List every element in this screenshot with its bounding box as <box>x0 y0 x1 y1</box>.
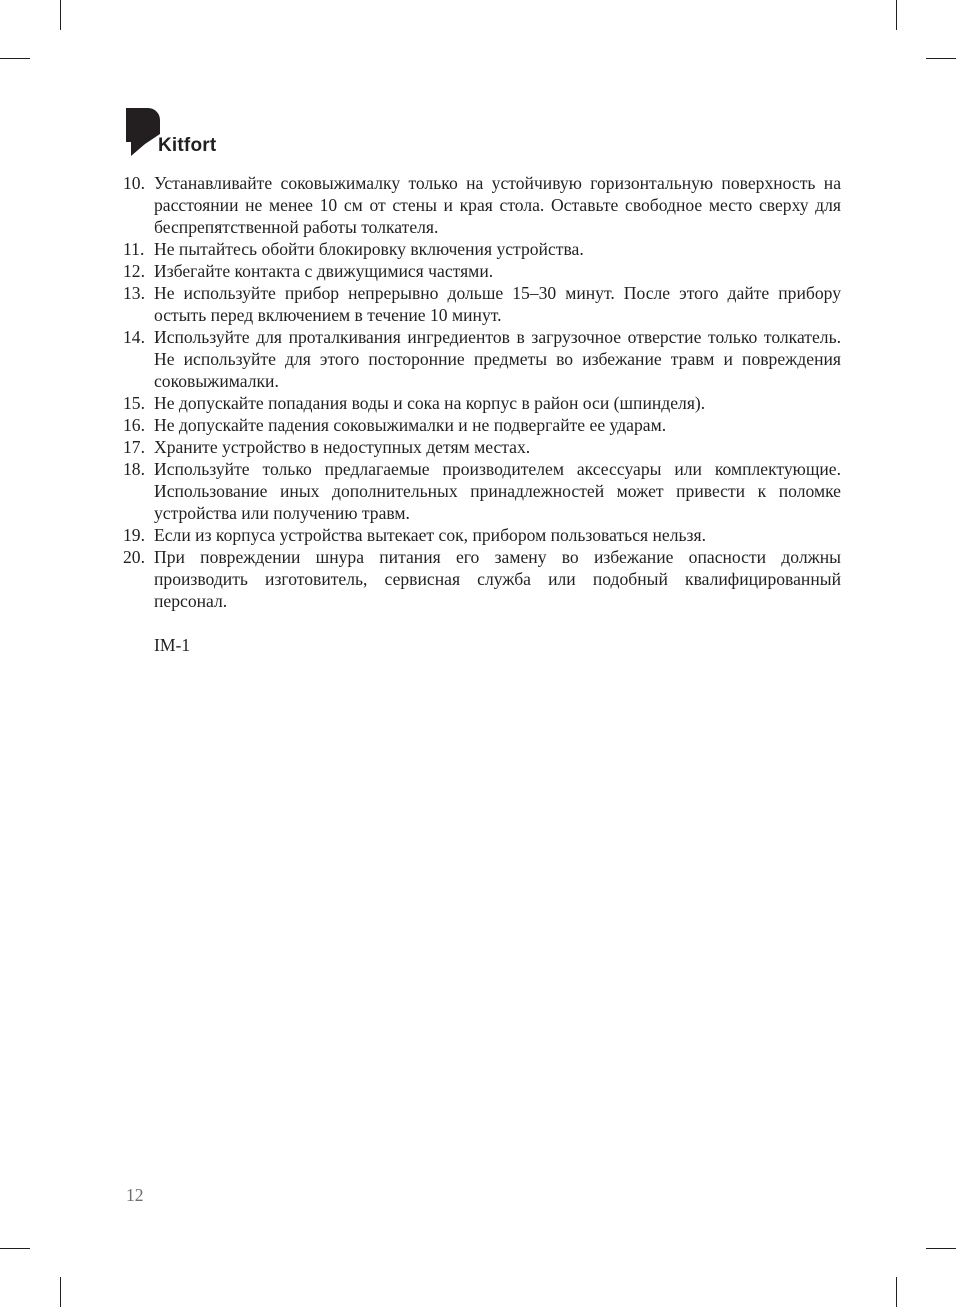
list-item <box>123 282 841 326</box>
item-number: 10. <box>123 173 145 193</box>
crop-mark <box>896 1277 897 1307</box>
safety-instructions-list <box>123 172 841 612</box>
item-number: 18. <box>123 459 145 479</box>
item-text: Не пытайтесь обойти блокировку включения устройства. <box>154 239 584 259</box>
list-item <box>123 172 841 238</box>
crop-mark <box>60 0 61 30</box>
document-code: IM-1 <box>154 635 191 655</box>
item-number: 19. <box>123 525 145 545</box>
item-number: 13. <box>123 283 145 303</box>
list-item <box>123 524 841 546</box>
kitfort-logo-icon <box>126 108 160 156</box>
item-number: 14. <box>123 327 145 347</box>
crop-mark <box>926 58 956 59</box>
crop-mark <box>896 0 897 30</box>
item-text: Используйте для проталкивания ингредиентов в загрузочное отверстие только толкатель. Не используйте для этого посторонние предметы во избежание травм и повреждения соковыжималки. <box>154 327 841 391</box>
item-text: Если из корпуса устройства вытекает сок, прибором пользоваться нельзя. <box>154 525 706 545</box>
brand-name: Kitfort <box>158 135 217 156</box>
item-text: Храните устройство в недоступных детям местах. <box>154 437 531 457</box>
item-number: 16. <box>123 415 145 435</box>
list-item <box>123 546 841 612</box>
item-number: 11. <box>123 239 145 259</box>
item-text: Устанавливайте соковыжималку только на устойчивую горизонтальную поверхность на расстоянии не менее 10 см от стены и края стола. Оставьте свободное место сверху для беспрепятственной работы толкателя. <box>154 173 841 237</box>
crop-mark <box>0 1248 30 1249</box>
item-number: 20. <box>123 547 145 567</box>
item-text: Используйте только предлагаемые производителем аксессуары или комплектующие. Использование иных дополнительных принадлежностей может привести к поломке устройства или получению травм. <box>154 459 841 523</box>
list-item <box>123 458 841 524</box>
list-item <box>123 414 841 436</box>
item-text: Избегайте контакта с движущимися частями. <box>154 261 494 281</box>
item-text: Не допускайте попадания воды и сока на корпус в район оси (шпинделя). <box>154 393 706 413</box>
page-number: 12 <box>126 1185 144 1205</box>
list-item <box>123 436 841 458</box>
crop-mark <box>0 58 30 59</box>
item-number: 15. <box>123 393 145 413</box>
list-item <box>123 238 841 260</box>
brand-logo <box>126 108 216 156</box>
item-number: 17. <box>123 437 145 457</box>
item-text: При повреждении шнура питания его замену во избежание опасности должны производить изготовитель, сервисная служба или подобный квалифицированный персонал. <box>154 547 841 611</box>
crop-mark <box>926 1248 956 1249</box>
item-text: Не используйте прибор непрерывно дольше 15–30 минут. После этого дайте прибору остыть перед включением в течение 10 минут. <box>154 283 841 325</box>
crop-mark <box>60 1277 61 1307</box>
item-text: Не допускайте падения соковыжималки и не подвергайте ее ударам. <box>154 415 667 435</box>
list-item <box>123 260 841 282</box>
list-item <box>123 392 841 414</box>
item-number: 12. <box>123 261 145 281</box>
list-item <box>123 326 841 392</box>
